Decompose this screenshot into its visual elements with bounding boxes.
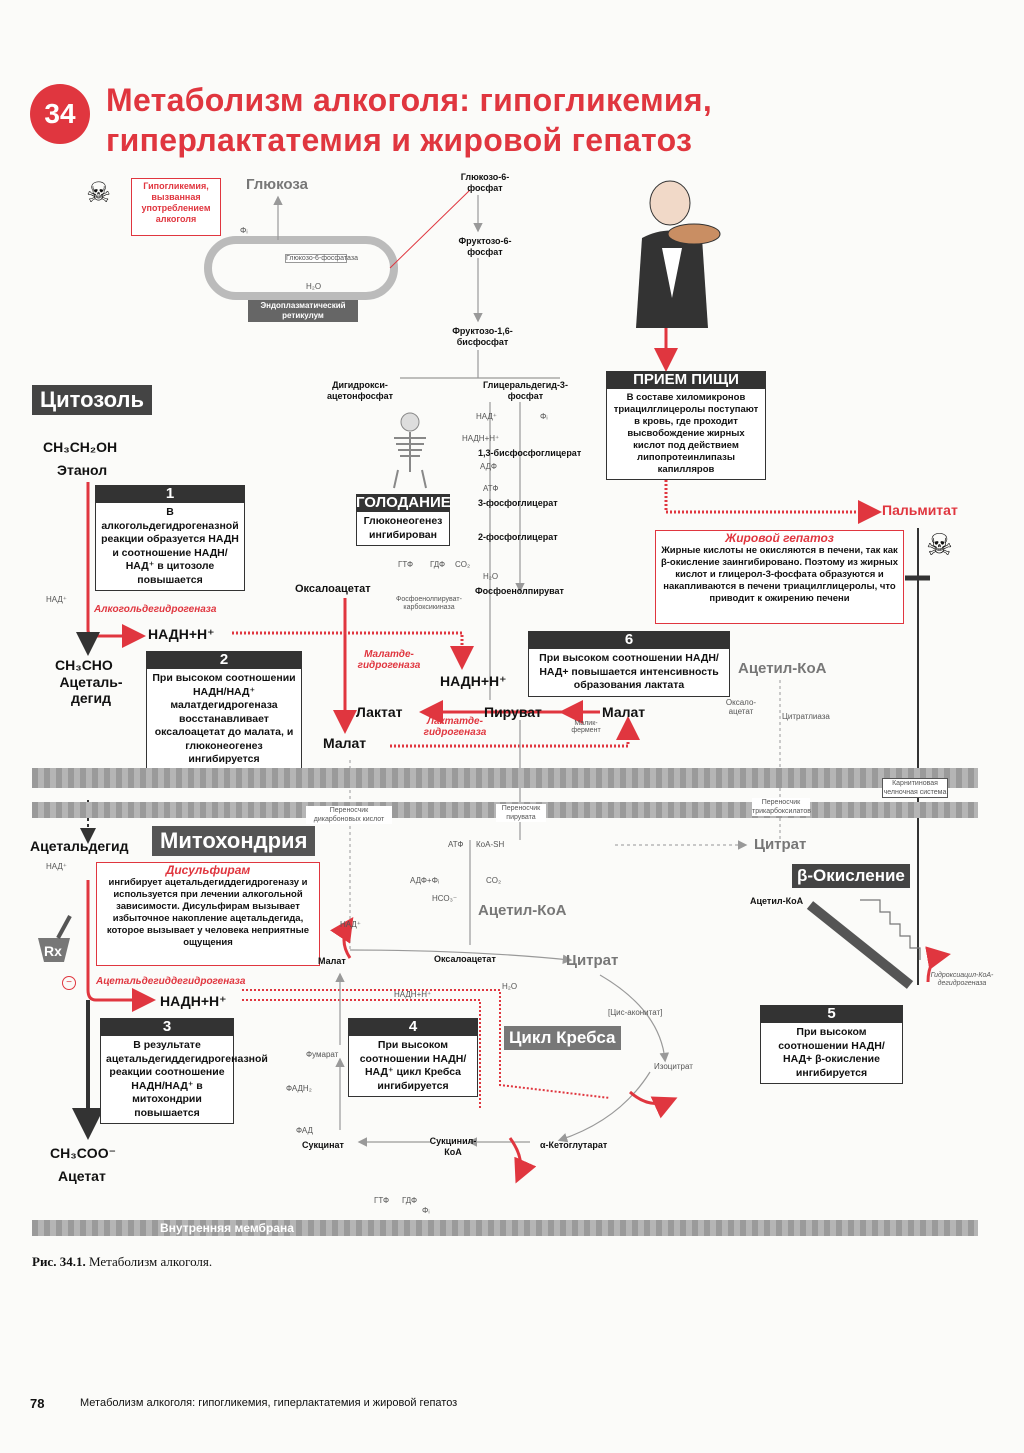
food-intake-box bbox=[606, 371, 766, 480]
disulfiram-box bbox=[96, 862, 320, 966]
mito-fadh2: ФАДН₂ bbox=[286, 1084, 312, 1093]
mito-nadh-krebs: НАДН+Н⁺ bbox=[394, 990, 432, 999]
running-footer: Метаболизм алкоголя: гипогликемия, гиперлактатемия и жировой гепатоз bbox=[80, 1397, 458, 1409]
glucose-label: Глюкоза bbox=[246, 176, 308, 193]
figure-caption-label: Рис. 34.1. bbox=[32, 1254, 86, 1269]
box-6 bbox=[528, 631, 730, 697]
f6p-label: Фруктозо-6-фосфат bbox=[458, 236, 512, 257]
eating-man-illustration bbox=[622, 178, 722, 328]
pyruvate-transporter: Переносчик пирувата bbox=[496, 804, 546, 822]
rx-mortar-icon bbox=[30, 912, 78, 968]
svg-text:Rx: Rx bbox=[44, 943, 62, 959]
acetate-formula: CH₃COO⁻ bbox=[50, 1145, 116, 1161]
cytosol-label: Цитозоль bbox=[32, 385, 152, 415]
mito-adp: АДФ+Φᵢ bbox=[410, 876, 440, 885]
gly-h2o: H₂O bbox=[483, 572, 499, 581]
lactate-label: Лактат bbox=[356, 704, 403, 720]
mito-nad-krebs: НАД⁺ bbox=[340, 920, 362, 929]
malate-label: Малат bbox=[323, 735, 367, 751]
box-4 bbox=[348, 1018, 478, 1097]
mito-gdp: ГДФ bbox=[402, 1196, 418, 1205]
box-5-num: 5 bbox=[760, 1005, 903, 1023]
acetate-label: Ацетат bbox=[58, 1168, 106, 1184]
box-4-num: 4 bbox=[348, 1018, 478, 1036]
aldh-label: Ацетальдегиддегидрогеназа bbox=[96, 976, 246, 987]
g6p-label: Глюкозо-6-фосфат bbox=[460, 172, 510, 193]
pi-label: Φᵢ bbox=[240, 226, 248, 235]
cyt-nadh: НАДН+Н⁺ bbox=[148, 626, 215, 642]
box-4-text: При высоком соотношении НАДН/НАД⁺ цикл Кребса ингибируется bbox=[348, 1036, 478, 1097]
box-2-num: 2 bbox=[146, 651, 302, 669]
gap-label: Глицеральдегид-3-фосфат bbox=[483, 380, 568, 401]
ethanol-formula: CH₃CH₂OH bbox=[43, 439, 118, 455]
beta-acetyl-coa: Ацетил-КоА bbox=[750, 896, 804, 906]
disulfiram-title: Дисульфирам bbox=[165, 863, 251, 877]
carnitine-shuttle: Карнитиновая челночная система bbox=[883, 780, 947, 796]
oaa-cytosol-label: Оксалоацетат bbox=[295, 583, 371, 595]
3pg-label: 3-фосфоглицерат bbox=[478, 498, 558, 508]
mito-isocitrate: Изоцитрат bbox=[654, 1062, 693, 1071]
inner-membrane-label: Внутренняя мембрана bbox=[160, 1221, 294, 1235]
box-1-text: В алкогольдегидрогеназной реакции образуется НАДН и соотношение НАДН/НАД⁺ в цитозоле повышается bbox=[95, 503, 245, 591]
malic-enzyme-label: Малик-фермент bbox=[571, 720, 601, 734]
mito-h2o: H₂O bbox=[502, 982, 518, 991]
box-3-num: 3 bbox=[100, 1018, 234, 1036]
fatty-liver-box bbox=[655, 530, 904, 624]
krebs-cycle-label: Цикл Кребса bbox=[504, 1026, 621, 1050]
box-5-text: При высоком соотношении НАДН/НАД+ β-окисление ингибируется bbox=[760, 1023, 903, 1084]
figure-caption-text: Метаболизм алкоголя. bbox=[88, 1254, 213, 1269]
h2o-label: H₂O bbox=[306, 282, 322, 291]
adh-label: Алкогольдегидрогеназа bbox=[94, 604, 217, 615]
starvation-body: Глюконеогенез ингибирован bbox=[356, 512, 450, 546]
fatty-liver-title: Жировой гепатоз bbox=[725, 531, 834, 545]
gly-atp: АТФ bbox=[483, 484, 499, 493]
malate-right-label: Малат bbox=[602, 704, 646, 720]
box-1 bbox=[95, 485, 245, 591]
mito-nad: НАД⁺ bbox=[46, 862, 68, 871]
beta-oxidation-label: β-Окисление bbox=[792, 864, 910, 888]
food-head: ПРИЕМ ПИЩИ bbox=[606, 371, 766, 389]
hypoglycemia-box: Гипогликемия, вызванная употреблением алкоголя bbox=[131, 178, 221, 236]
pep-label: Фосфоенолпируват bbox=[475, 586, 564, 596]
box-2 bbox=[146, 651, 302, 771]
er-label: Эндоплазматический ретикулум bbox=[248, 300, 358, 322]
food-body: В составе хиломикронов триацилглицеролы поступают в кровь, где проходит высвобождение жирных кислот под действием липопротеинлипазы капилляров bbox=[606, 389, 766, 480]
figure-caption bbox=[32, 1254, 212, 1270]
mito-akg: α-Кетоглутарат bbox=[540, 1140, 608, 1150]
gly-nad: НАД⁺ bbox=[476, 412, 498, 421]
fatty-liver-text: Жирные кислоты не окисляются в печени, так как β-окисление заингибировано. Поэтому из жирных кислот и глицерол-3-фосфата образуются и накапливаются в печени триацилглицеролы, что приводит к ожирению печени bbox=[660, 545, 899, 604]
mito-cis-aconitate: [Цис-аконитат] bbox=[608, 1008, 663, 1017]
pepck-label: Фосфоенолпируват-карбоксикиназа bbox=[396, 596, 462, 611]
box-6-num: 6 bbox=[528, 631, 730, 649]
gly-co2: CO₂ bbox=[455, 560, 471, 569]
box-5 bbox=[760, 1005, 903, 1084]
gly-adp: АДФ bbox=[480, 462, 497, 471]
mito-coash: КоА-SH bbox=[476, 840, 505, 849]
ethanol-label: Этанол bbox=[57, 462, 108, 478]
outer-membrane bbox=[32, 768, 978, 788]
gly-gdp: ГДФ bbox=[430, 560, 446, 569]
2pg-label: 2-фосфоглицерат bbox=[478, 532, 558, 542]
bpg-label: 1,3-бисфосфоглицерат bbox=[478, 448, 582, 458]
mito-gtp: ГТФ bbox=[374, 1196, 390, 1205]
dicarboxylate-transporter: Переносчик дикарбоновых кислот bbox=[306, 806, 392, 824]
mito-atp: АТФ bbox=[448, 840, 464, 849]
mitochondria-label: Митохондрия bbox=[152, 826, 315, 856]
box-3 bbox=[100, 1018, 268, 1124]
mito-fumarate: Фумарат bbox=[306, 1050, 339, 1059]
mito-nadh: НАДН+Н⁺ bbox=[160, 993, 227, 1009]
disulfiram-text: ингибирует ацетальдегиддегидрогеназу и используется при лечении алкогольной зависимости. Дисульфирам вызывает избыточное накопление ацетальдегида, которое вызывает у человека неприятные ощущения bbox=[106, 877, 310, 948]
gly-gtp: ГТФ bbox=[398, 560, 414, 569]
box-1-num: 1 bbox=[95, 485, 245, 503]
skull-icon-right: ☠ bbox=[926, 529, 953, 562]
page-number: 78 bbox=[30, 1396, 45, 1411]
g6p-enzyme-label: Глюкозо-6-фосфатаза bbox=[286, 255, 358, 262]
skull-icon: ☠ bbox=[86, 177, 112, 208]
dhap-label: Дигидрокси-ацетонфосфат bbox=[326, 380, 394, 401]
box-2-text: При высоком соотношении НАДН/НАД⁺ малатдегидрогеназа восстанавливает оксалоацетат до малата, и глюконеогенез ингибируется bbox=[146, 669, 302, 771]
mito-succinate: Сукцинат bbox=[302, 1140, 344, 1150]
mito-oaa: Оксалоацетат bbox=[434, 954, 496, 964]
starvation-box bbox=[356, 494, 450, 546]
inhibit-icon: − bbox=[62, 976, 76, 990]
cyt-nadh2: НАДН+Н⁺ bbox=[440, 673, 507, 689]
skeleton-icon bbox=[380, 410, 440, 490]
ldh-label: Лактатде-гидрогеназа bbox=[423, 716, 487, 738]
mito-acetyl-coa: Ацетил-КоА bbox=[478, 902, 567, 919]
tricarboxylate-transporter: Переносчик трикарбоксилатов bbox=[752, 799, 812, 815]
f16bp-label: Фруктозо-1,6-бисфосфат bbox=[452, 326, 513, 347]
chapter-number-badge: 34 bbox=[30, 84, 90, 144]
pyruvate-label: Пируват bbox=[484, 704, 542, 720]
citrate-lyase-label: Цитратлиаза bbox=[782, 712, 830, 721]
palmitate-label: Пальмитат bbox=[882, 502, 958, 518]
gly-nadh: НАДН+Н⁺ bbox=[462, 434, 500, 443]
mito-succinyl-coa: Сукцинил-КоА bbox=[429, 1136, 477, 1157]
oaa-cytosol-right: Оксало-ацетат bbox=[725, 698, 757, 716]
gly-pi: Φᵢ bbox=[540, 412, 548, 421]
hadh-label: Гидроксиацил-КоА-дегидрогеназа bbox=[930, 972, 994, 987]
box-6-text: При высоком соотношении НАДН/НАД+ повышается интенсивность образования лактата bbox=[528, 649, 730, 697]
box-3-text: В результате ацетальдегиддегидрогеназной реакции соотношение НАДН/НАД⁺ в митохондрии повышается bbox=[100, 1036, 234, 1124]
acetaldehyde-formula: CH₃CHO bbox=[55, 657, 113, 673]
acetaldehyde-label: Ацеталь-дегид bbox=[59, 674, 123, 706]
mito-citrate: Цитрат bbox=[566, 952, 619, 969]
mito-pi: Φᵢ bbox=[422, 1206, 430, 1215]
mito-citrate-right: Цитрат bbox=[754, 836, 807, 853]
page-title: Метаболизм алкоголя: гипогликемия, гиперлактатемия и жировой гепатоз bbox=[106, 82, 713, 158]
mito-hco3: НСО₃⁻ bbox=[432, 894, 458, 903]
mito-co2: CO₂ bbox=[486, 876, 502, 885]
starvation-head: ГОЛОДАНИЕ bbox=[356, 494, 451, 511]
acetyl-coa-cytosol: Ацетил-КоА bbox=[738, 660, 827, 677]
mito-fad: ФАД bbox=[296, 1126, 313, 1135]
mito-acetaldehyde: Ацетальдегид bbox=[30, 838, 129, 854]
cyt-nad: НАД⁺ bbox=[46, 595, 68, 604]
mito-malate: Малат bbox=[318, 956, 346, 966]
mdh-label: Малатде-гидрогеназа bbox=[357, 649, 421, 671]
